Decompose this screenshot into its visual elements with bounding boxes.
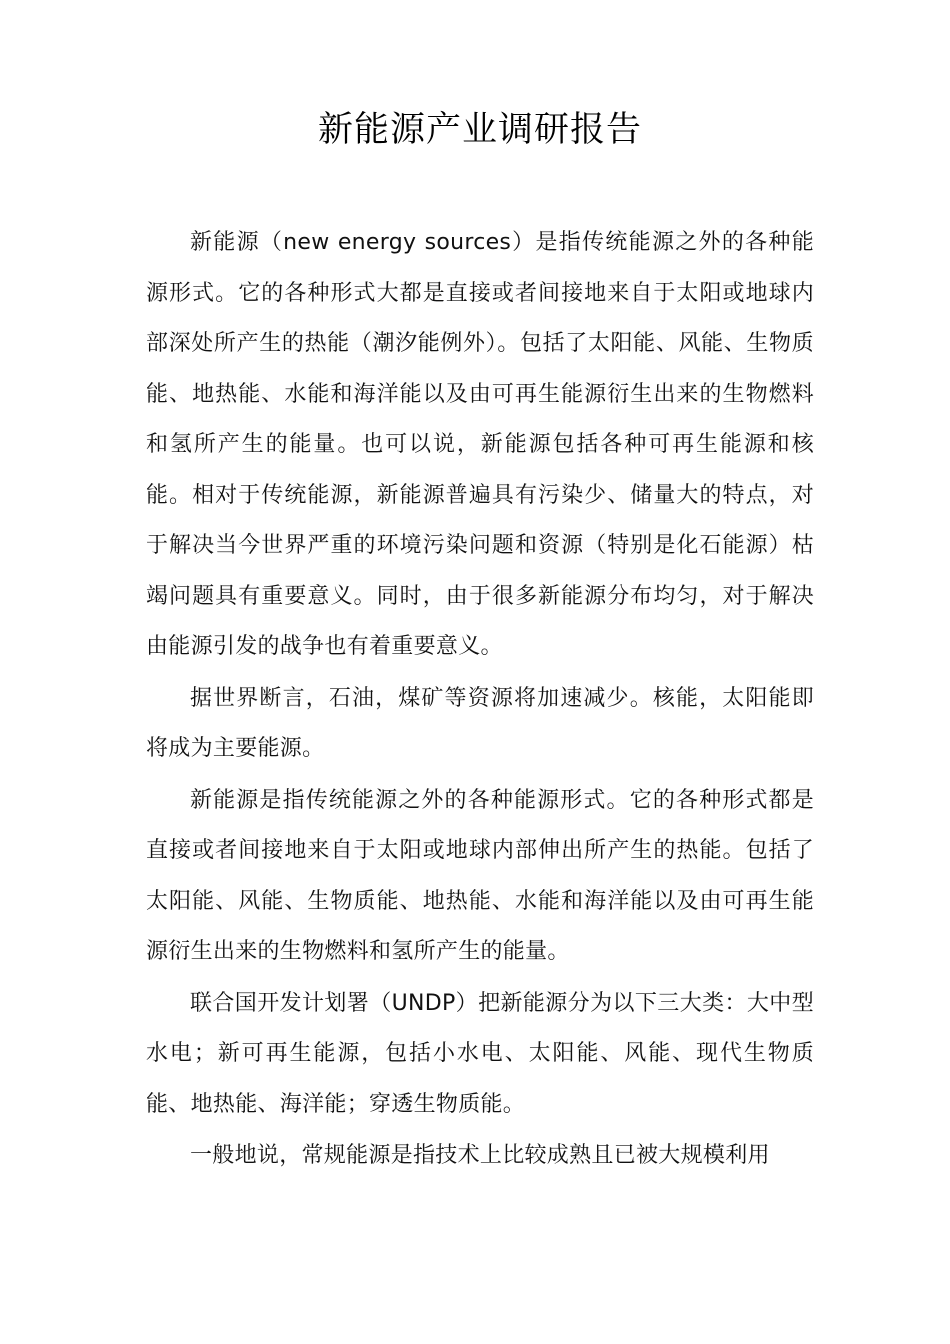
paragraph-definition: 新能源（new energy sources）是指传统能源之外的各种能源形式。它的各种形式大都是直接或者间接地来自于太阳或地球内部深处所产生的热能（潮汐能例外）。包括了太阳能、风能、生物质能、地热能、水能和海洋能以及由可再生能源衍生出来的生物燃料和氢所产生的能量。也可以说，新能源包括各种可再生能源和核能。相对于传统能源，新能源普遍具有污染少、储量大的特点，对于解决当今世界严重的环境污染问题和资源（特别是化石能源）枯竭问题具有重要意义。同时，由于很多新能源分布均匀，对于解决由能源引发的战争也有着重要意义。 bbox=[146, 230, 814, 659]
document-title: 新能源产业调研报告 bbox=[317, 110, 642, 150]
paragraph-undp-categories: 联合国开发计划署（UNDP）把新能源分为以下三大类：大中型水电；新可再生能源，包括小水电、太阳能、风能、现代生物质能、地热能、海洋能；穿透生物质能。 bbox=[146, 990, 814, 1117]
paragraph-conventional-energy: 一般地说，常规能源是指技术上比较成熟且已被大规模利用 bbox=[190, 1143, 770, 1168]
paragraph-forecast: 据世界断言，石油，煤矿等资源将加速减少。核能，太阳能即将成为主要能源。 bbox=[146, 685, 814, 761]
document-body bbox=[146, 218, 814, 1182]
paragraph-forms: 新能源是指传统能源之外的各种能源形式。它的各种形式都是直接或者间接地来自于太阳或地球内部伸出所产生的热能。包括了太阳能、风能、生物质能、地热能、水能和海洋能以及由可再生能源衍生出来的生物燃料和氢所产生的能量。 bbox=[146, 787, 814, 964]
